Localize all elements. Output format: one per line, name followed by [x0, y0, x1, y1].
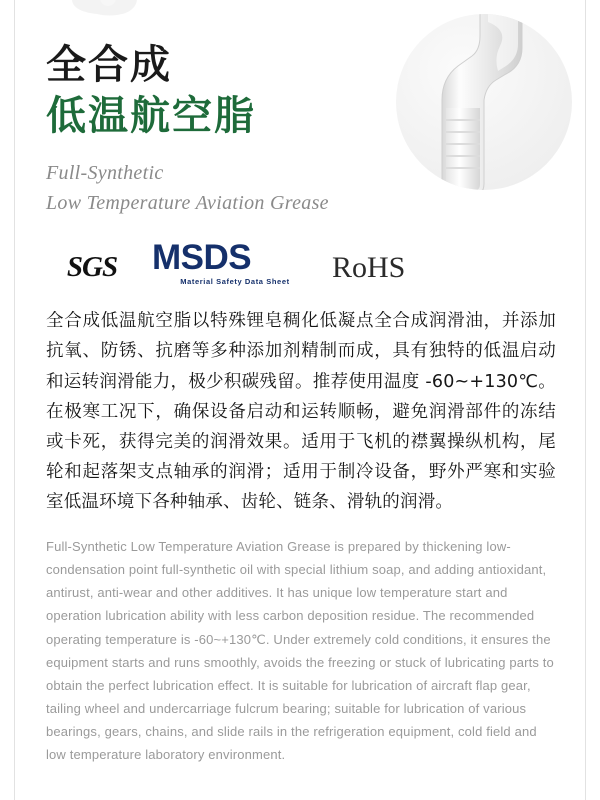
msds-logo-label: MSDS — [152, 237, 252, 277]
rohs-logo-label: RoHS — [332, 251, 406, 285]
description-english: Full-Synthetic Low Temperature Aviation Grease is prepared by thickening low-condensation point full-synthetic oil with special lithium soap, and adding antioxidant, antirust, anti-wear and other additives. It has unique low temperature start and operation lubrication ability with less carbon deposition residue. The recommended operating temperature is -60~+130℃. Under extremely cold conditions, it ensures the equipment starts and runs smoothly, avoids the freezing or stuck of lubricating parts to obtain the perfect lubrication effect. It is suitable for lubrication of aircraft flap gear, tailing wheel and undercarriage fulcrum bearing; suitable for lubrication of various bearings, gears, chains, and slide rails in the refrigeration equipment, cold field and low temperature laboratory environment. — [46, 539, 554, 763]
sgs-logo-label: SGS — [46, 248, 138, 286]
right-edge-rule — [585, 0, 586, 800]
title-cn-line2: 低温航空脂 — [46, 93, 256, 140]
sgs-logo — [46, 248, 138, 286]
title-cn-line1: 全合成 — [46, 42, 172, 88]
msds-logo — [152, 237, 318, 287]
certification-logos — [46, 237, 556, 286]
title-en-line1: Full-Synthetic — [46, 162, 164, 185]
page-title-chinese — [46, 0, 556, 142]
title-en-line2: Low Temperature Aviation Grease — [46, 192, 329, 215]
page-title-english — [46, 158, 556, 218]
msds-logo-subtitle: Material Safety Data Sheet — [180, 276, 290, 286]
description-chinese: 全合成低温航空脂以特殊锂皂稠化低凝点全合成润滑油，并添加抗氧、防锈、抗磨等多种添加剂精制而成，具有独特的低温启动和运转润滑能力，极少积碳残留。推荐使用温度 -60~+130℃。在极寒工况下，确保设备启动和运转顺畅，避免润滑部件的冻结或卡死，获得完美的润滑效果。适用于飞机的襟翼操纵机构，尾轮和起落架支点轴承的润滑；适用于制冷设备，野外严寒和实验室低温环境下各种轴承、齿轮、链条、滑轨的润滑。 — [46, 311, 556, 512]
content-column — [46, 0, 556, 766]
left-edge-rule — [14, 0, 15, 800]
